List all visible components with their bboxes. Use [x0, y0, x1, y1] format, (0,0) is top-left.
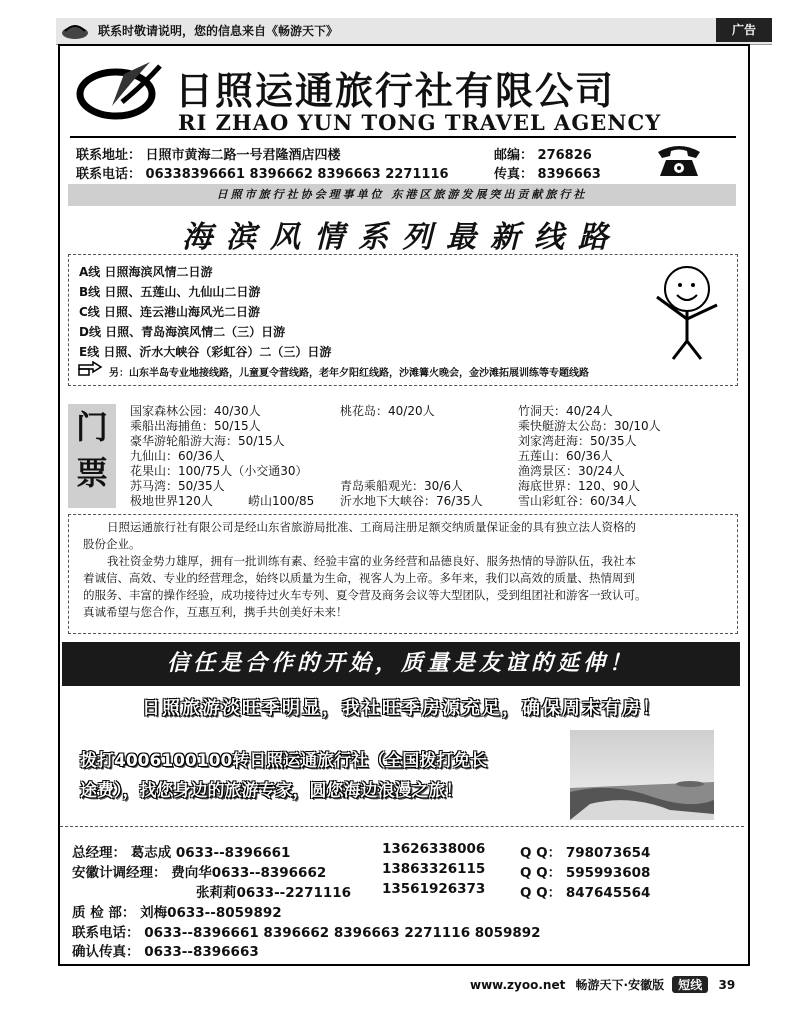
coastline-photo: [570, 730, 714, 820]
cartoon-kid-icon: [643, 261, 723, 361]
company-logo-icon: [72, 56, 168, 122]
contacts-section: [60, 826, 744, 961]
confirm-fax: 确认传真： 0633--8396663: [72, 944, 259, 960]
postcode: 邮编： 276826: [494, 148, 592, 163]
ah-mobile-2: 13561926373: [382, 881, 486, 897]
company-intro: [68, 514, 738, 634]
intro-line: 日照运通旅行社有限公司是经山东省旅游局批准、工商局注册足额交纳质量保证金的具有独立法人资格的: [107, 520, 636, 534]
intro-line: 的服务、丰富的操作经验，成功接待过火车专列、夏令营及商务会议等大型团队，受到组团社和游客一致认可。: [83, 588, 647, 602]
contact-note: 联系时敬请说明，您的信息来自《畅游天下》: [98, 24, 339, 38]
routes-box: [68, 254, 738, 386]
company-name-cn: 日照运通旅行社有限公司: [175, 69, 616, 113]
intro-line: 我社资金势力雄厚，拥有一批训练有素、经验丰富的业务经营和品德良好、服务热情的导游队伍，我社本: [107, 554, 636, 568]
route-d: D线 日照、青岛海滨风情二（三）日游: [79, 325, 286, 339]
ticket-item: 桃花岛：40/20人: [340, 404, 435, 418]
ticket-item: 渔湾景区：30/24人: [518, 464, 625, 478]
hotline-line-2: 途费），找您身边的旅游专家，圆您海边浪漫之旅！: [80, 781, 463, 801]
route-e: E线 日照、沂水大峡谷（彩虹谷）二（三）日游: [79, 345, 332, 359]
ticket-item: 花果山：100/75人（小交通30）: [130, 464, 308, 478]
ticket-item: 竹洞天：40/24人: [518, 404, 613, 418]
ah-qq: Q Q： 595993608: [520, 865, 651, 881]
ticket-item: 乘船出海捕鱼：50/15人: [130, 419, 261, 433]
footer-section-tag: 短线: [672, 976, 708, 993]
company-name-en: RI ZHAO YUN TONG TRAVEL AGENCY: [178, 110, 662, 135]
ticket-item: 国家森林公园：40/30人: [130, 404, 261, 418]
contact-phones: 联系电话： 0633--8396661 8396662 8396663 2271116 8059892: [72, 925, 541, 941]
intro-line: 着诚信、高效、专业的经营理念，始终以质量为生命，视客人为上帝。多年来，我们以高效的质量、热情周到: [83, 571, 635, 585]
ticket-item: 五莲山：60/36人: [518, 449, 613, 463]
gm: 总经理： 葛志成 0633--8396661: [72, 845, 291, 861]
ad-tag: 广告: [716, 18, 772, 42]
hotline-line-1: 拨打4006100100转日照运通旅行社（全国拨打免长: [80, 751, 488, 771]
route-c: C线 日照、连云港山海风光二日游: [79, 305, 260, 319]
magazine-logo-icon: [60, 21, 90, 41]
divider: [70, 136, 736, 138]
tickets-section: [68, 396, 736, 512]
quality-dept: 质 检 部： 刘梅0633--8059892: [72, 905, 282, 921]
ticket-item: 崂山100/85: [248, 494, 315, 508]
footer-site: www.zyoo.net: [470, 978, 566, 992]
footer-magazine: 畅游天下·安徽版: [575, 978, 665, 992]
gm-qq: Q Q： 798073654: [520, 845, 651, 861]
fax: 传真： 8396663: [494, 167, 601, 182]
association-banner: 日照市旅行社协会理事单位 东港区旅游发展突出贡献旅行社: [68, 184, 736, 206]
intro-line: 股份企业。: [83, 537, 141, 551]
tickets-label-1: 门: [75, 408, 108, 446]
ticket-item: 雪山彩虹谷：60/34人: [518, 494, 637, 508]
top-bar: [56, 18, 772, 45]
slogan-rooms: 日照旅游淡旺季明显，我社旺季房源充足，确保周末有房！: [142, 698, 662, 719]
ticket-item: 苏马湾：50/35人: [130, 479, 225, 493]
address: 联系地址： 日照市黄海二路一号君隆酒店四楼: [76, 148, 341, 163]
ah-manager-2: 张莉莉0633--2271116: [196, 885, 352, 901]
gm-mobile: 13626338006: [382, 841, 486, 857]
tickets-label-2: 票: [75, 454, 108, 492]
page-footer: [470, 976, 735, 993]
phone: 联系电话： 06338396661 8396662 8396663 2271116: [76, 167, 449, 182]
page-number: 39: [718, 978, 736, 992]
ticket-item: 青岛乘船观光：30/6人: [340, 479, 463, 493]
slogan-trust: 信任是合作的开始，质量是友谊的延伸！: [62, 642, 740, 686]
ah-mobile: 13863326115: [382, 861, 486, 877]
ah-manager: 安徽计调经理： 费向华0633--8396662: [72, 865, 327, 881]
ticket-item: 豪华游轮船游大海：50/15人: [130, 434, 285, 448]
ticket-item: 海底世界：120、90人: [518, 479, 641, 493]
series-title: 海滨风情系列最新线路: [182, 220, 622, 255]
pointing-hand-icon: [77, 361, 103, 377]
tickets-label: [68, 404, 116, 508]
ticket-item: 乘快艇游太公岛：30/10人: [518, 419, 661, 433]
ticket-item: 极地世界120人: [130, 494, 213, 508]
ticket-item: 九仙山：60/36人: [130, 449, 225, 463]
route-b: B线 日照、五莲山、九仙山二日游: [79, 285, 261, 299]
ticket-item: 刘家湾赶海：50/35人: [518, 434, 637, 448]
ah-qq-2: Q Q： 847645564: [520, 885, 651, 901]
telephone-icon: [654, 142, 704, 180]
ticket-item: 沂水地下大峡谷：76/35人: [340, 494, 483, 508]
intro-line: 真诚希望与您合作，互惠互利，携手共创美好未来！: [83, 605, 348, 619]
routes-extra: 另：山东半岛专业地接线路，儿童夏令营线路，老年夕阳红线路，沙滩篝火晚会，金沙滩拓展训练等专题线路: [109, 368, 589, 379]
route-a: A线 日照海滨风情二日游: [79, 265, 213, 279]
